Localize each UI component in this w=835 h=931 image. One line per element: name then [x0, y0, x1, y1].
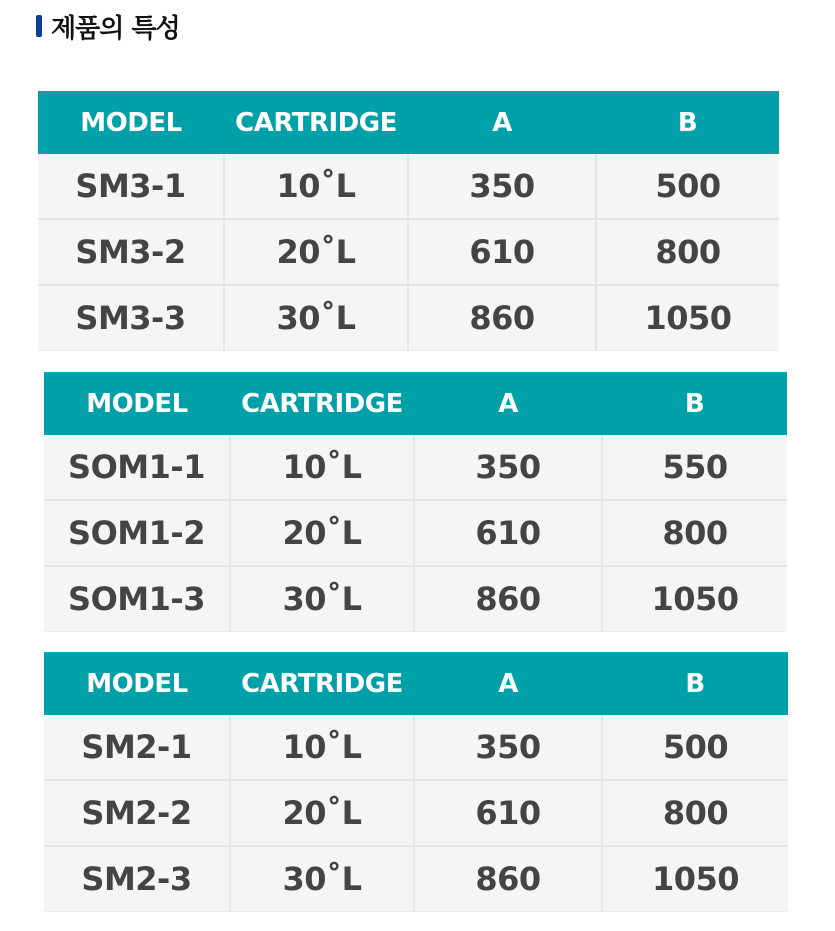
- header-cartridge: CARTRIDGE: [224, 91, 408, 154]
- table-row: [44, 435, 787, 500]
- table-row: [44, 500, 787, 566]
- cell-a: 860: [408, 285, 596, 351]
- table-row: [44, 846, 788, 912]
- cell-cartridge: 30˚L: [230, 846, 414, 912]
- cell-cartridge: 10˚L: [224, 154, 408, 219]
- cell-b: 500: [602, 715, 788, 780]
- cell-a: 610: [414, 780, 602, 846]
- cell-model: SM3-1: [38, 154, 224, 219]
- table-row: [38, 154, 779, 219]
- header-b: B: [602, 652, 788, 715]
- header-b: B: [602, 372, 787, 435]
- table-row: [44, 780, 788, 846]
- cell-cartridge: 30˚L: [224, 285, 408, 351]
- table-header-row: [44, 652, 788, 715]
- cell-a: 610: [408, 219, 596, 285]
- cell-b: 550: [602, 435, 787, 500]
- header-model: MODEL: [44, 372, 230, 435]
- header-a: A: [414, 372, 602, 435]
- table-header-row: [38, 91, 779, 154]
- table-row: [38, 285, 779, 351]
- cell-b: 1050: [596, 285, 779, 351]
- cell-model: SM2-2: [44, 780, 230, 846]
- cell-model: SM2-3: [44, 846, 230, 912]
- cell-model: SM3-2: [38, 219, 224, 285]
- cell-model: SM3-3: [38, 285, 224, 351]
- cell-b: 1050: [602, 566, 787, 632]
- cell-b: 800: [596, 219, 779, 285]
- cell-model: SOM1-2: [44, 500, 230, 566]
- cell-cartridge: 10˚L: [230, 435, 414, 500]
- spec-table-sm3: [38, 91, 779, 351]
- cell-cartridge: 20˚L: [224, 219, 408, 285]
- cell-a: 610: [414, 500, 602, 566]
- cell-a: 350: [408, 154, 596, 219]
- cell-model: SM2-1: [44, 715, 230, 780]
- table-row: [44, 715, 788, 780]
- cell-a: 860: [414, 846, 602, 912]
- cell-cartridge: 20˚L: [230, 500, 414, 566]
- cell-cartridge: 10˚L: [230, 715, 414, 780]
- header-b: B: [596, 91, 779, 154]
- table-row: [44, 566, 787, 632]
- table-header-row: [44, 372, 787, 435]
- cell-model: SOM1-1: [44, 435, 230, 500]
- cell-b: 500: [596, 154, 779, 219]
- cell-b: 1050: [602, 846, 788, 912]
- cell-cartridge: 30˚L: [230, 566, 414, 632]
- spec-table-som1: [44, 372, 787, 632]
- header-model: MODEL: [44, 652, 230, 715]
- cell-cartridge: 20˚L: [230, 780, 414, 846]
- header-cartridge: CARTRIDGE: [230, 372, 414, 435]
- table-row: [38, 219, 779, 285]
- header-a: A: [408, 91, 596, 154]
- cell-a: 860: [414, 566, 602, 632]
- spec-table-sm2: [44, 652, 788, 912]
- page-title: 제품의 특성: [51, 13, 180, 44]
- header-model: MODEL: [38, 91, 224, 154]
- header-cartridge: CARTRIDGE: [230, 652, 414, 715]
- section-title: [36, 8, 180, 44]
- title-marker-bar: [36, 15, 42, 37]
- cell-a: 350: [414, 435, 602, 500]
- cell-b: 800: [602, 500, 787, 566]
- header-a: A: [414, 652, 602, 715]
- cell-b: 800: [602, 780, 788, 846]
- cell-model: SOM1-3: [44, 566, 230, 632]
- cell-a: 350: [414, 715, 602, 780]
